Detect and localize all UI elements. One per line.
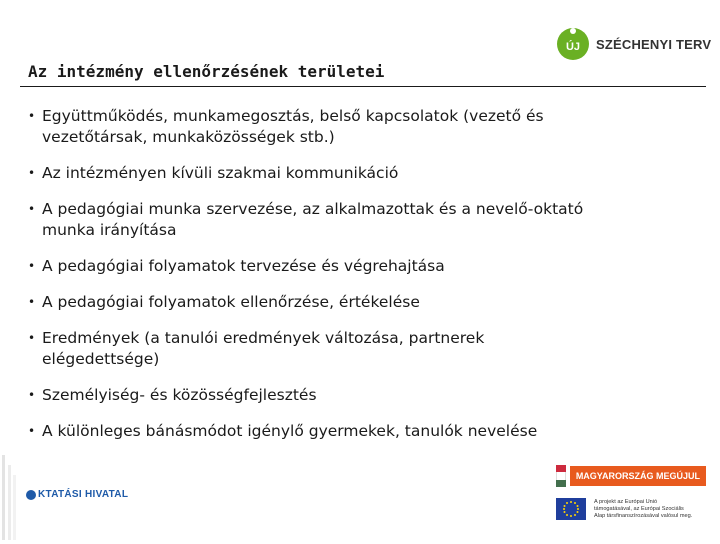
bullet-icon: • (28, 388, 36, 402)
bullet-icon: • (28, 109, 36, 123)
oktatasi-hivatal-logo (26, 489, 128, 500)
szechenyi-badge-icon (556, 27, 590, 61)
list-item-line: A pedagógiai folyamatok ellenőrzése, értékelése (42, 293, 420, 311)
list-item (28, 421, 688, 442)
title-divider (20, 86, 706, 87)
list-item-line: Eredmények (a tanulói eredmények változása, partnerek (42, 329, 485, 347)
bullet-icon: • (28, 166, 36, 180)
list-item (28, 328, 688, 370)
szechenyi-terv-logo (556, 26, 711, 62)
bullet-list (28, 106, 688, 457)
page-title: Az intézmény ellenőrzésének területei (28, 62, 385, 81)
list-item-line: Együttműködés, munkamegosztás, belső kapcsolatok (vezető és (42, 107, 544, 125)
magyarorszag-megujul-label: MAGYARORSZÁG MEGÚJUL (570, 466, 706, 486)
list-item (28, 292, 688, 313)
list-item-line: Az intézményen kívüli szakmai kommunikáció (42, 164, 399, 182)
bullet-icon: • (28, 202, 36, 216)
list-item-line: A pedagógiai munka szervezése, az alkalmazottak és a nevelő-oktató (42, 200, 584, 218)
list-item (28, 163, 688, 184)
eu-flag-icon (556, 498, 586, 520)
hungarian-flag-icon (556, 465, 566, 487)
eu-support-text: A projekt az Európai Unió támogatásával, az Európai Szociális Alap társfinanszírozásával valósul meg. (594, 498, 693, 519)
magyarorszag-megujul-logo (556, 460, 706, 492)
oktatasi-hivatal-text: KTATÁSI HIVATAL (38, 489, 129, 500)
list-item-line: vezetőtársak, munkaközösségek stb.) (42, 128, 335, 146)
bullet-icon: • (28, 295, 36, 309)
list-item (28, 385, 688, 406)
bullet-icon: • (28, 259, 36, 273)
szechenyi-badge-text: ÚJ (565, 41, 581, 53)
list-item (28, 199, 688, 241)
list-item-line: A különleges bánásmódot igénylő gyermekek, tanulók nevelése (42, 422, 538, 440)
bullet-icon: • (28, 424, 36, 438)
list-item (28, 256, 688, 277)
list-item-line: Személyiség- és közösségfejlesztés (42, 386, 317, 404)
list-item-line: A pedagógiai folyamatok tervezése és végrehajtása (42, 257, 445, 275)
bullet-icon: • (28, 331, 36, 345)
oktatasi-hivatal-icon (26, 490, 36, 500)
eu-support-logo (556, 494, 706, 524)
list-item (28, 106, 688, 148)
list-item-line: munka irányítása (42, 221, 177, 239)
szechenyi-logo-text: SZÉCHENYI TERV (596, 36, 712, 52)
list-item-line: elégedettsége) (42, 350, 160, 368)
decorative-stripe (0, 455, 18, 540)
